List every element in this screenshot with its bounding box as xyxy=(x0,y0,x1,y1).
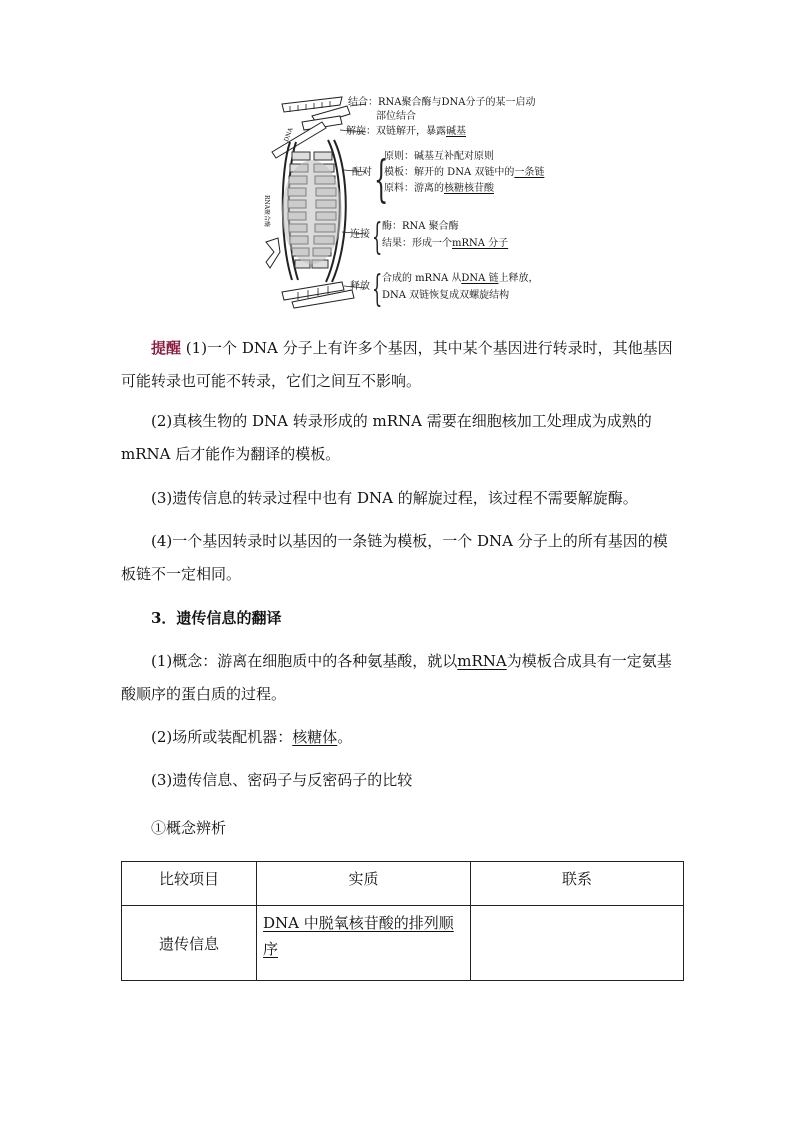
step-release-line1 xyxy=(382,272,539,286)
step-binding xyxy=(348,96,536,110)
step-pairing-line3-answer: 核糖核苷酸 xyxy=(444,183,494,194)
step-linking-line1: 酶：RNA 聚合酶 xyxy=(382,221,459,232)
section-heading: 3．遗传信息的翻译 xyxy=(151,609,282,627)
site-paragraph xyxy=(121,721,674,754)
step-release-line1-text: 合成的 mRNA 从 xyxy=(382,273,462,284)
step-pairing-line3-text: 原料：游离的 xyxy=(384,183,444,194)
step-unwinding-answer: 碱基 xyxy=(446,126,466,137)
concept-answer: mRNA xyxy=(457,652,507,670)
step-release-title: 释放 xyxy=(350,281,370,292)
table-cell-substance-text: DNA 中脱氧核苷酸的排列顺序 xyxy=(263,914,454,958)
table-header-row xyxy=(122,862,684,906)
comparison-table xyxy=(121,861,684,981)
reminder-paragraph-3: (3)遗传信息的转录过程中也有 DNA 的解旋过程，该过程不需要解旋酶。 xyxy=(151,489,638,507)
site-text-pre: (2)场所或装配机器： xyxy=(151,728,293,746)
step-release-brace: { xyxy=(372,269,383,310)
step-unwinding-title: 解旋： xyxy=(346,126,376,137)
step-pairing-line2 xyxy=(384,166,544,180)
concept-paragraph xyxy=(121,645,674,711)
step-pairing-line1: 原则：碱基互补配对原则 xyxy=(384,151,494,162)
step-release-line2: DNA 双链恢复成双螺旋结构 xyxy=(382,290,510,301)
step-release-line1-answer: DNA 链 xyxy=(461,273,499,284)
table-cell-substance xyxy=(257,906,471,981)
transcription-diagram xyxy=(262,92,562,312)
table-cell-item: 遗传信息 xyxy=(122,906,257,981)
table-row xyxy=(122,906,684,981)
step-linking-line2-text: 结果：形成一个 xyxy=(382,238,452,249)
step-linking-line2 xyxy=(382,237,508,251)
reminder-paragraph-1 xyxy=(121,332,674,398)
reminder-paragraph-2: (2)真核生物的 DNA 转录形成的 mRNA 需要在细胞核加工处理成为成熟的 mRNA 后才能作为翻译的模板。 xyxy=(121,412,652,463)
step-release-line1-post: 上释放， xyxy=(498,273,539,284)
table-header-cell: 联系 xyxy=(471,862,684,906)
step-pairing-line2-text: 模板：解开的 DNA 双链中的 xyxy=(384,167,515,178)
dna-strand-label: DNA xyxy=(282,126,295,143)
concept-subheading: ①概念辨析 xyxy=(151,819,227,837)
step-unwinding-text: 双链解开，暴露 xyxy=(376,126,446,137)
table-header-cell: 比较项目 xyxy=(122,862,257,906)
table-header-cell: 实质 xyxy=(257,862,471,906)
compare-paragraph: (3)遗传信息、密码子与反密码子的比较 xyxy=(151,771,413,789)
site-answer: 核糖体 xyxy=(292,728,338,746)
rna-polymerase-vertical-label: RNA聚合酶 xyxy=(263,194,271,228)
step-pairing-title: 配对 xyxy=(352,167,372,178)
reminder-paragraph-4: (4)一个基因转录时以基因的一条链为模板，一个 DNA 分子上的所有基因的模板链不一定相同。 xyxy=(121,532,668,583)
step-pairing-line2-answer: 一条链 xyxy=(514,167,545,178)
step-pairing-brace: { xyxy=(374,150,389,208)
step-binding-line1: RNA聚合酶与DNA分子的某一启动 xyxy=(378,97,536,108)
reminder-text-1: (1)一个 DNA 分子上有许多个基因，其中某个基因进行转录时，其他基因可能转录也可能不转录，它们之间互不影响。 xyxy=(121,339,673,390)
table-cell-relation xyxy=(471,906,684,981)
step-linking-title: 连接 xyxy=(350,229,370,240)
reminder-tag: 提醒 xyxy=(151,339,182,357)
step-unwinding xyxy=(346,125,466,139)
step-linking-line2-answer: mRNA 分子 xyxy=(452,238,509,249)
step-binding-title: 结合： xyxy=(348,97,378,108)
step-pairing-line3 xyxy=(384,182,494,196)
site-text-post: 。 xyxy=(337,728,353,746)
concept-text-pre: (1)概念：游离在细胞质中的各种氨基酸，就以 xyxy=(151,652,458,670)
step-linking-brace: { xyxy=(372,217,383,258)
concept-text-post: 为模板合成具有一定氨基酸顺序的蛋白质的过程。 xyxy=(121,652,672,703)
step-binding-line2: 部位结合 xyxy=(376,111,416,122)
